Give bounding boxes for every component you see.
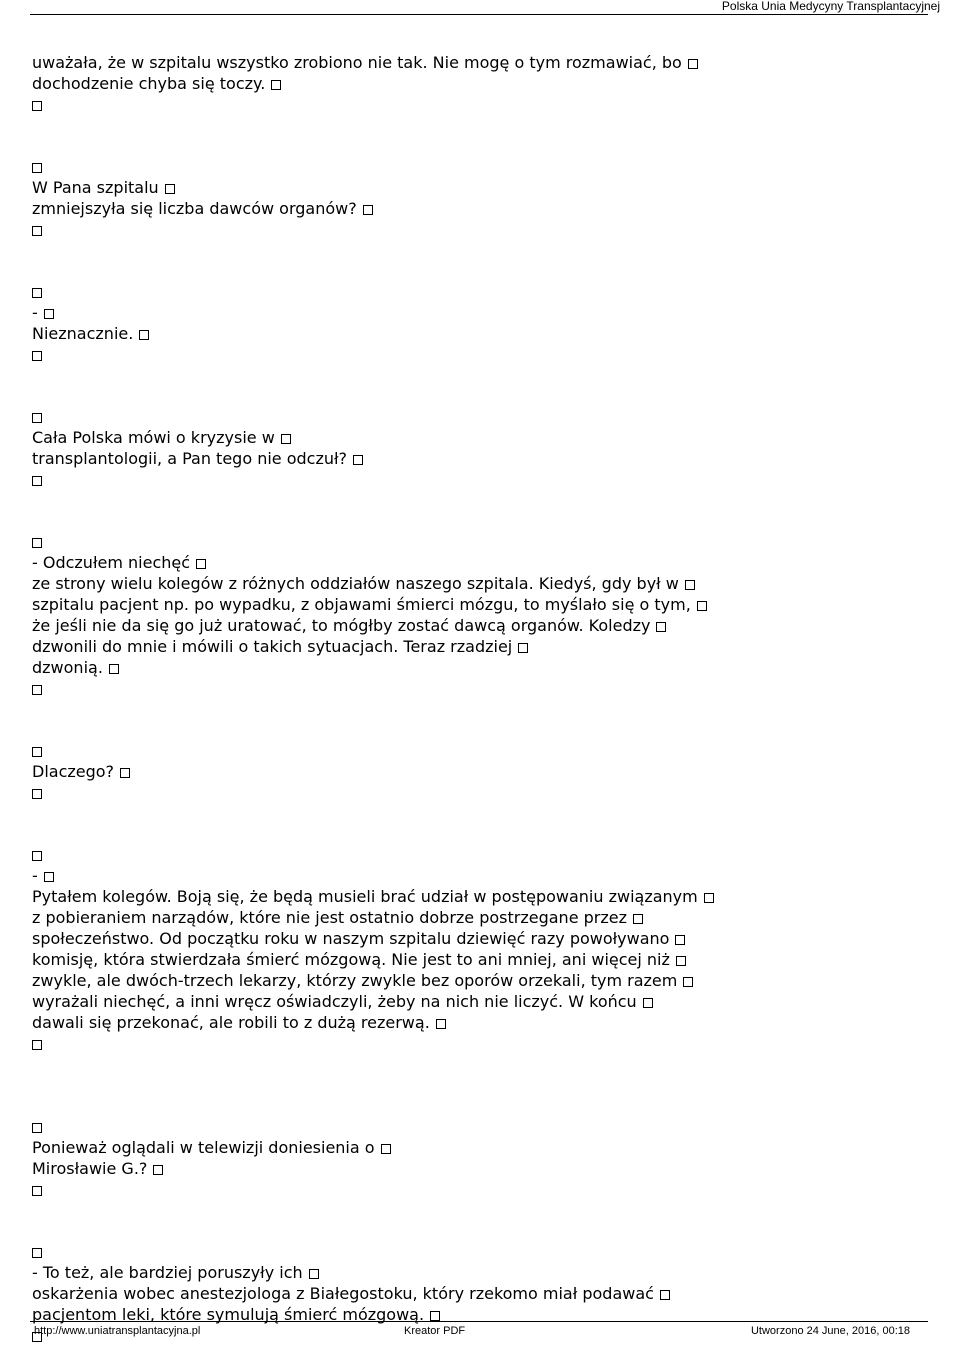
paragraph [32,844,932,1054]
paragraph-spacer [32,115,932,156]
missing-glyph-box-icon [44,309,54,319]
text-line [32,886,932,907]
missing-glyph-box-icon [44,872,54,882]
paragraph [32,406,932,490]
text-line [32,844,932,865]
text-line [32,928,932,949]
line-text: - [32,303,38,322]
paragraph-spacer [32,490,932,531]
missing-glyph-box-icon [281,434,291,444]
text-line [32,219,932,240]
line-text: z pobieraniem narządów, które nie jest ostatnio dobrze postrzegane przez [32,908,627,927]
text-line [32,73,932,94]
missing-glyph-box-icon [353,455,363,465]
missing-glyph-box-icon [430,1311,440,1321]
line-text: transplantologii, a Pan tego nie odczuł? [32,449,348,468]
missing-glyph-box-icon [683,977,693,987]
text-line [32,594,932,615]
text-line [32,991,932,1012]
missing-glyph-box-icon [32,1040,42,1050]
paragraph-spacer [32,803,932,844]
missing-glyph-box-icon [165,184,175,194]
text-line [32,761,932,782]
line-text: Ponieważ oglądali w telewizji doniesienia o [32,1138,375,1157]
text-line [32,406,932,427]
missing-glyph-box-icon [660,1290,670,1300]
missing-glyph-box-icon [32,789,42,799]
line-text: komisję, która stwierdzała śmierć mózgową. Nie jest to ani mniej, ani więcej niż [32,950,670,969]
text-line [32,740,932,761]
missing-glyph-box-icon [518,643,528,653]
line-text: że jeśli nie da się go już uratować, to mógłby zostać dawcą organów. Koledzy [32,616,651,635]
paragraph [32,281,932,365]
text-line [32,469,932,490]
missing-glyph-box-icon [32,101,42,111]
missing-glyph-box-icon [436,1019,446,1029]
paragraph-spacer [32,1054,932,1116]
text-line [32,198,932,219]
missing-glyph-box-icon [32,1186,42,1196]
text-line [32,907,932,928]
footer-created-date: Utworzono 24 June, 2016, 00:18 [750,1325,910,1337]
text-line [32,531,932,552]
missing-glyph-box-icon [309,1269,319,1279]
paragraph [32,531,932,699]
line-text: wyrażali niechęć, a inni wręcz oświadczyli, żeby na nich nie liczyć. W końcu [32,992,637,1011]
text-line [32,1137,932,1158]
line-text: Nieznacznie. [32,324,134,343]
line-text: - To też, ale bardziej poruszyły ich [32,1263,303,1282]
missing-glyph-box-icon [109,664,119,674]
footer-creator: Kreator PDF [404,1325,466,1337]
missing-glyph-box-icon [153,1165,163,1175]
missing-glyph-box-icon [196,559,206,569]
text-line [32,1262,932,1283]
paragraph [32,52,932,115]
text-line [32,1012,932,1033]
missing-glyph-box-icon [32,413,42,423]
header-divider [30,14,928,15]
text-line [32,1241,932,1262]
line-text: Cała Polska mówi o kryzysie w [32,428,275,447]
footer-divider [30,1321,928,1322]
line-text: W Pana szpitalu [32,178,159,197]
footer-url-link[interactable]: http://www.uniatransplantacyjna.pl [34,1325,201,1337]
missing-glyph-box-icon [32,685,42,695]
text-line [32,448,932,469]
line-text: szpitalu pacjent np. po wypadku, z objawami śmierci mózgu, to myślało się o tym, [32,595,691,614]
line-text: oskarżenia wobec anestezjologa z Białegostoku, który rzekomo miał podawać [32,1284,654,1303]
paragraph-spacer [32,699,932,740]
paragraph [32,740,932,803]
line-text: - Odczułem niechęć [32,553,191,572]
text-line [32,281,932,302]
missing-glyph-box-icon [675,935,685,945]
text-line [32,177,932,198]
text-line [32,1179,932,1200]
missing-glyph-box-icon [120,768,130,778]
line-text: społeczeństwo. Od początku roku w naszym szpitalu dziewięć razy powoływano [32,929,670,948]
missing-glyph-box-icon [643,998,653,1008]
missing-glyph-box-icon [656,622,666,632]
text-line [32,949,932,970]
line-text: dochodzenie chyba się toczy. [32,74,266,93]
text-line [32,865,932,886]
missing-glyph-box-icon [32,747,42,757]
line-text: dzwonili do mnie i mówili o takich sytuacjach. Teraz rzadziej [32,637,513,656]
line-text: Dlaczego? [32,762,115,781]
missing-glyph-box-icon [381,1144,391,1154]
paragraph-spacer [32,240,932,281]
missing-glyph-box-icon [32,288,42,298]
text-line [32,573,932,594]
page-footer [34,1324,910,1338]
missing-glyph-box-icon [688,59,698,69]
missing-glyph-box-icon [32,1248,42,1258]
missing-glyph-box-icon [139,330,149,340]
line-text: zwykle, ale dwóch-trzech lekarzy, którzy zwykle bez oporów orzekali, tym razem [32,971,678,990]
text-line [32,302,932,323]
line-text: Mirosławie G.? [32,1159,148,1178]
text-line [32,1158,932,1179]
paragraph [32,1116,932,1200]
missing-glyph-box-icon [32,476,42,486]
missing-glyph-box-icon [676,956,686,966]
missing-glyph-box-icon [32,351,42,361]
line-text: - [32,866,38,885]
missing-glyph-box-icon [633,914,643,924]
text-line [32,94,932,115]
text-line [32,1283,932,1304]
page-header: Polska Unia Medycyny Transplantacyjnej [721,0,940,13]
paragraph [32,156,932,240]
paragraph-spacer [32,365,932,406]
missing-glyph-box-icon [32,1123,42,1133]
text-line [32,678,932,699]
text-line [32,344,932,365]
text-line [32,970,932,991]
text-line [32,1116,932,1137]
text-line [32,552,932,573]
missing-glyph-box-icon [685,580,695,590]
text-line [32,156,932,177]
line-text: uważała, że w szpitalu wszystko zrobiono nie tak. Nie mogę o tym rozmawiać, bo [32,53,682,72]
line-text: dawali się przekonać, ale robili to z dużą rezerwą. [32,1013,430,1032]
line-text: pacjentom leki, które symulują śmierć mózgową. [32,1305,425,1324]
line-text: dzwonią. [32,658,103,677]
missing-glyph-box-icon [271,80,281,90]
text-line [32,323,932,344]
article-body [32,52,932,1346]
line-text: zmniejszyła się liczba dawców organów? [32,199,357,218]
line-text: ze strony wielu kolegów z różnych oddziałów naszego szpitala. Kiedyś, gdy był w [32,574,679,593]
missing-glyph-box-icon [697,601,707,611]
missing-glyph-box-icon [32,538,42,548]
missing-glyph-box-icon [363,205,373,215]
missing-glyph-box-icon [32,163,42,173]
missing-glyph-box-icon [32,851,42,861]
text-line [32,615,932,636]
missing-glyph-box-icon [32,226,42,236]
line-text: Pytałem kolegów. Boją się, że będą musieli brać udział w postępowaniu związanym [32,887,698,906]
text-line [32,636,932,657]
text-line [32,657,932,678]
missing-glyph-box-icon [704,893,714,903]
text-line [32,782,932,803]
text-line [32,427,932,448]
paragraph-spacer [32,1200,932,1241]
text-line [32,1033,932,1054]
text-line [32,52,932,73]
